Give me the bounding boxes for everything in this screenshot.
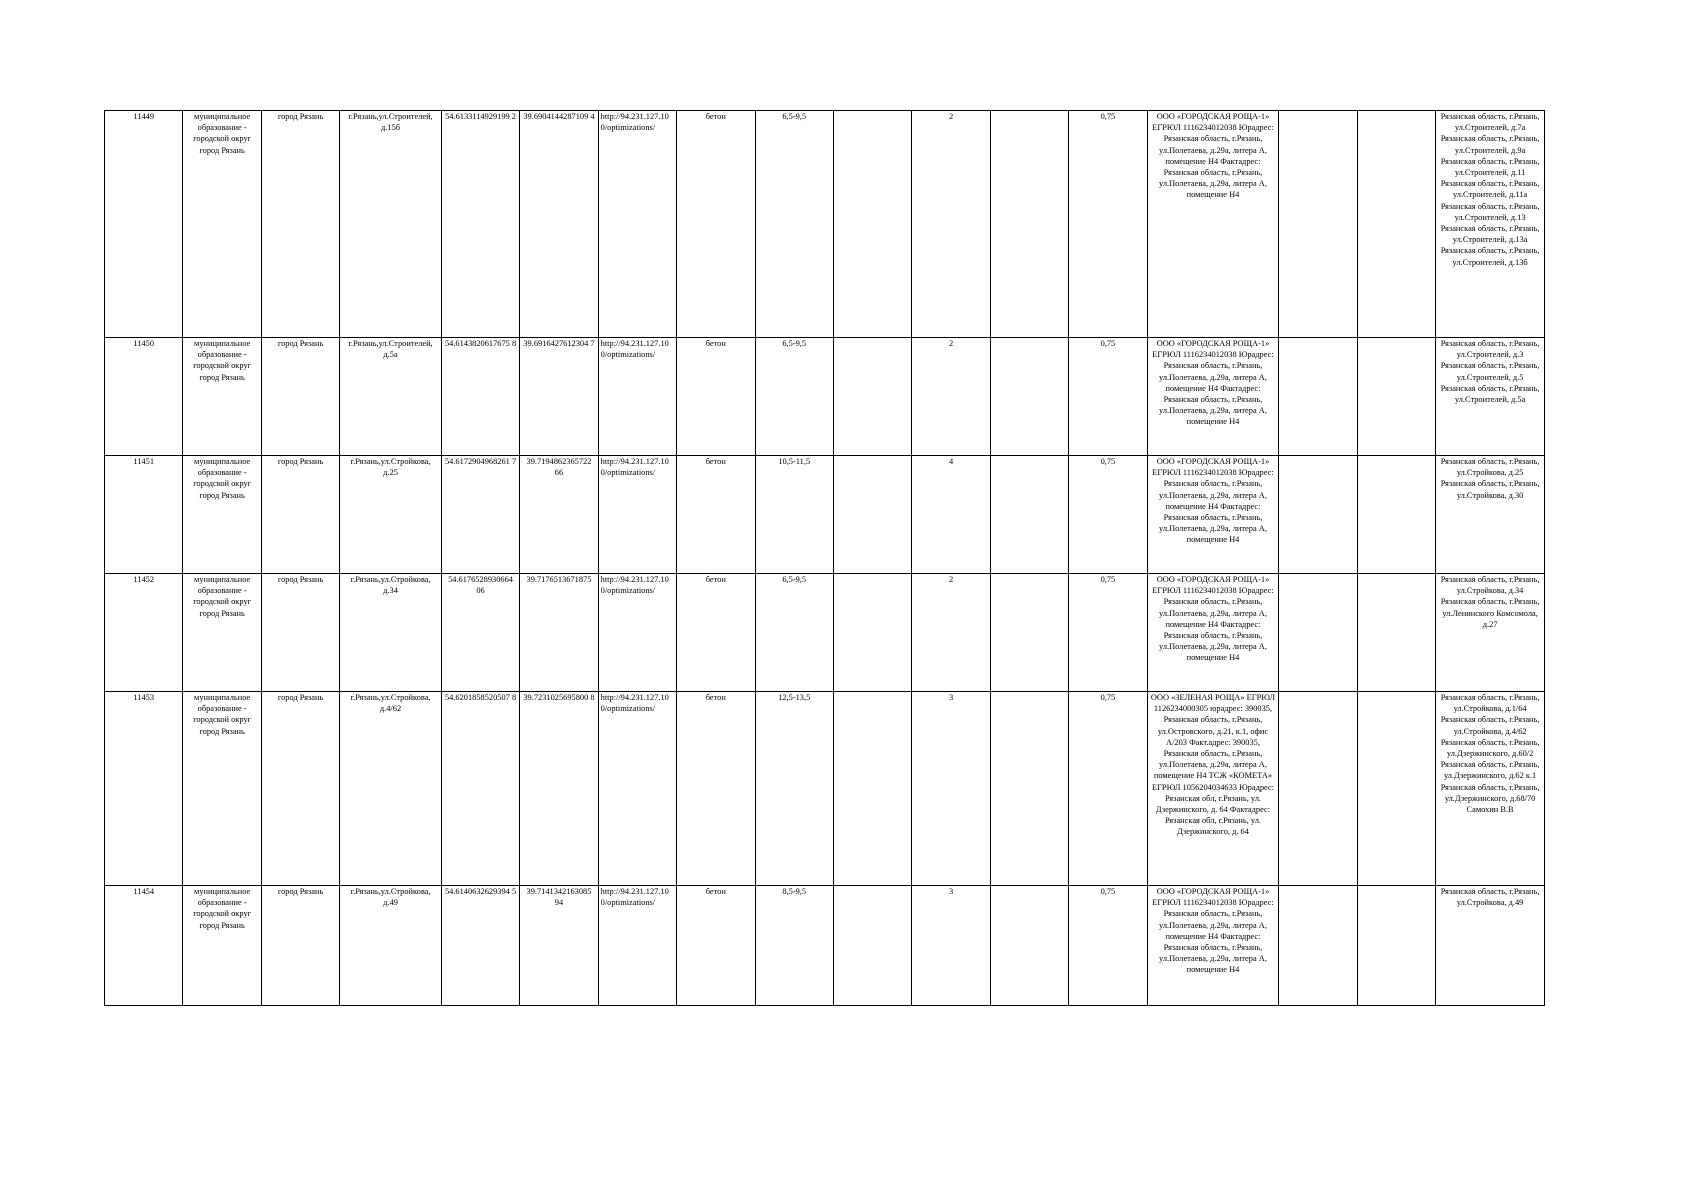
cell-volume: 0,75 [1069, 574, 1147, 692]
cell-surface: бетон [677, 338, 755, 456]
cell-longitude: 39.7141342163085 94 [520, 886, 598, 1006]
cell-volume: 0,75 [1069, 456, 1147, 574]
table-row [105, 111, 1545, 338]
cell-settlement: город Рязань [261, 886, 339, 1006]
cell-containers: 2 [912, 111, 990, 338]
table-row [105, 692, 1545, 886]
cell-operator: ООО «ГОРОДСКАЯ РОЩА-1» ЕГРЮЛ 1116234012038 Юрадрес: Рязанская область, г.Рязань, ул.Полетаева, д.29а, литера А, помещение Н4 Фактадрес: Рязанская область, г.Рязань, ул.Полетаева, д.29а, литера А, помещение Н4 [1147, 456, 1279, 574]
cell-empty [990, 886, 1068, 1006]
cell-empty [833, 338, 911, 456]
cell-area: 6,5-9,5 [755, 574, 833, 692]
cell-surface: бетон [677, 692, 755, 886]
cell-empty [1357, 692, 1435, 886]
table-row [105, 456, 1545, 574]
cell-empty [833, 111, 911, 338]
cell-empty [990, 456, 1068, 574]
cell-municipality: муниципальное образование - городской округ город Рязань [183, 111, 261, 338]
cell-longitude: 39.7176513671875 [520, 574, 598, 692]
registry-table [104, 110, 1545, 1006]
cell-waste-sources: Рязанская область, г.Рязань, ул.Стройкова, д.49 [1436, 886, 1545, 1006]
cell-latitude: 54.6176528930664 06 [441, 574, 519, 692]
cell-area: 10,5-11,5 [755, 456, 833, 574]
cell-containers: 4 [912, 456, 990, 574]
cell-empty [1357, 574, 1435, 692]
cell-latitude: 54.6201858520507 8 [441, 692, 519, 886]
cell-operator: ООО «ГОРОДСКАЯ РОЩА-1» ЕГРЮЛ 1116234012038 Юрадрес: Рязанская область, г.Рязань, ул.Полетаева, д.29а, литера А, помещение Н4 Фактадрес: Рязанская область, г.Рязань, ул.Полетаева, д.29а, литера А, помещение Н4 [1147, 886, 1279, 1006]
cell-empty [833, 574, 911, 692]
cell-id: 11453 [105, 692, 183, 886]
cell-latitude: 54.6133114929199 2 [441, 111, 519, 338]
cell-latitude: 54.6143820617675 8 [441, 338, 519, 456]
cell-empty [1357, 886, 1435, 1006]
cell-id: 11454 [105, 886, 183, 1006]
cell-id: 11450 [105, 338, 183, 456]
cell-longitude: 39.7231025695800 8 [520, 692, 598, 886]
cell-id: 11452 [105, 574, 183, 692]
cell-link: http://94.231.127.10 0/optimizations/ [598, 692, 676, 886]
cell-settlement: город Рязань [261, 111, 339, 338]
cell-empty [1279, 886, 1357, 1006]
cell-municipality: муниципальное образование - городской округ город Рязань [183, 886, 261, 1006]
cell-settlement: город Рязань [261, 456, 339, 574]
cell-operator: ООО «ГОРОДСКАЯ РОЩА-1» ЕГРЮЛ 1116234012038 Юрадрес: Рязанская область, г.Рязань, ул.Полетаева, д.29а, литера А, помещение Н4 Фактадрес: Рязанская область, г.Рязань, ул.Полетаева, д.29а, литера А, помещение Н4 [1147, 574, 1279, 692]
cell-empty [833, 456, 911, 574]
table-body [105, 111, 1545, 1006]
cell-address: г.Рязань,ул.Стройкова, д.34 [340, 574, 442, 692]
cell-empty [833, 886, 911, 1006]
cell-operator: ООО «ГОРОДСКАЯ РОЩА-1» ЕГРЮЛ 1116234012038 Юрадрес: Рязанская область, г.Рязань, ул.Полетаева, д.29а, литера А, помещение Н4 Фактадрес: Рязанская область, г.Рязань, ул.Полетаева, д.29а, литера А, помещение Н4 [1147, 111, 1279, 338]
cell-longitude: 39.6904144287109 4 [520, 111, 598, 338]
cell-empty [1357, 111, 1435, 338]
cell-empty [990, 574, 1068, 692]
cell-latitude: 54.6172904968261 7 [441, 456, 519, 574]
cell-surface: бетон [677, 456, 755, 574]
cell-empty [1357, 338, 1435, 456]
cell-operator: ООО «ГОРОДСКАЯ РОЩА-1» ЕГРЮЛ 1116234012038 Юрадрес: Рязанская область, г.Рязань, ул.Полетаева, д.29а, литера А, помещение Н4 Фактадрес: Рязанская область, г.Рязань, ул.Полетаева, д.29а, литера А, помещение Н4 [1147, 338, 1279, 456]
cell-address: г.Рязань,ул.Строителей, д.5а [340, 338, 442, 456]
cell-area: 6,5-9,5 [755, 111, 833, 338]
cell-empty [1357, 456, 1435, 574]
cell-waste-sources: Рязанская область, г.Рязань, ул.Строителей, д.3 Рязанская область, г.Рязань, ул.Строителей, д.5 Рязанская область, г.Рязань, ул.Строителей, д.5а [1436, 338, 1545, 456]
cell-address: г.Рязань,ул.Стройкова, д.4/62 [340, 692, 442, 886]
cell-link: http://94.231.127.10 0/optimizations/ [598, 338, 676, 456]
cell-link: http://94.231.127.10 0/optimizations/ [598, 574, 676, 692]
cell-empty [1279, 574, 1357, 692]
cell-containers: 2 [912, 574, 990, 692]
cell-longitude: 39.7194862365722 66 [520, 456, 598, 574]
cell-waste-sources: Рязанская область, г.Рязань, ул.Стройкова, д.34 Рязанская область, г.Рязань, ул.Ленинского Комсомола, д.27 [1436, 574, 1545, 692]
cell-area: 12,5-13,5 [755, 692, 833, 886]
cell-address: г.Рязань,ул.Строителей, д.15б [340, 111, 442, 338]
cell-link: http://94.231.127.10 0/optimizations/ [598, 111, 676, 338]
cell-address: г.Рязань,ул.Стройкова, д.49 [340, 886, 442, 1006]
cell-longitude: 39.6916427612304 7 [520, 338, 598, 456]
cell-empty [990, 338, 1068, 456]
table-row [105, 338, 1545, 456]
cell-settlement: город Рязань [261, 692, 339, 886]
cell-municipality: муниципальное образование - городской округ город Рязань [183, 456, 261, 574]
cell-waste-sources: Рязанская область, г.Рязань, ул.Стройкова, д.25 Рязанская область, г.Рязань, ул.Стройкова, д.30 [1436, 456, 1545, 574]
cell-link: http://94.231.127.10 0/optimizations/ [598, 456, 676, 574]
cell-volume: 0,75 [1069, 338, 1147, 456]
cell-empty [1279, 111, 1357, 338]
cell-containers: 3 [912, 692, 990, 886]
cell-settlement: город Рязань [261, 338, 339, 456]
cell-waste-sources: Рязанская область, г.Рязань, ул.Стройкова, д.1/64 Рязанская область, г.Рязань, ул.Стройкова, д.4/62 Рязанская область, г.Рязань, ул.Дзержинского, д.60/2 Рязанская область, г.Рязань, ул.Дзержинского, д.62 к.1 Рязанская область, г.Рязань, ул.Дзержинского, д.68/70 Самохин В.В [1436, 692, 1545, 886]
cell-empty [1279, 456, 1357, 574]
cell-area: 8,5-9,5 [755, 886, 833, 1006]
cell-surface: бетон [677, 111, 755, 338]
table-row [105, 886, 1545, 1006]
cell-waste-sources: Рязанская область, г.Рязань, ул.Строителей, д.7а Рязанская область, г.Рязань, ул.Строителей, д.9а Рязанская область, г.Рязань, ул.Строителей, д.11 Рязанская область, г.Рязань, ул.Строителей, д.11а Рязанская область, г.Рязань, ул.Строителей, д.13 Рязанская область, г.Рязань, ул.Строителей, д.13а Рязанская область, г.Рязань, ул.Строителей, д.13б [1436, 111, 1545, 338]
cell-surface: бетон [677, 574, 755, 692]
cell-surface: бетон [677, 886, 755, 1006]
cell-municipality: муниципальное образование - городской округ город Рязань [183, 692, 261, 886]
cell-empty [990, 692, 1068, 886]
cell-area: 6,5-9,5 [755, 338, 833, 456]
cell-volume: 0,75 [1069, 111, 1147, 338]
cell-empty [833, 692, 911, 886]
cell-volume: 0,75 [1069, 692, 1147, 886]
cell-latitude: 54.6140632629394 5 [441, 886, 519, 1006]
cell-address: г.Рязань,ул.Стройкова, д.25 [340, 456, 442, 574]
cell-volume: 0,75 [1069, 886, 1147, 1006]
cell-municipality: муниципальное образование - городской округ город Рязань [183, 338, 261, 456]
table-row [105, 574, 1545, 692]
cell-id: 11451 [105, 456, 183, 574]
cell-empty [990, 111, 1068, 338]
cell-operator: ООО «ЗЕЛЕНАЯ РОЩА» ЕГРЮЛ 1126234000305 юрадрес: 390035, Рязанская область, г.Рязань, ул.Островского, д.21, к.1, офис А/203 Факт.адрес: 390035, Рязанская область, г.Рязань, ул.Полетаева, д.29а, литера А, помещение Н4 ТСЖ «КОМЕТА» ЕГРЮЛ 1056204034633 Юрадрес: Рязанская обл, г.Рязань, ул. Дзержинского, д. 64 Фактадрес: Рязанская обл, г.Рязань, ул. Дзержинского, д. 64 [1147, 692, 1279, 886]
cell-id: 11449 [105, 111, 183, 338]
cell-settlement: город Рязань [261, 574, 339, 692]
cell-containers: 3 [912, 886, 990, 1006]
cell-containers: 2 [912, 338, 990, 456]
cell-municipality: муниципальное образование - городской округ город Рязань [183, 574, 261, 692]
cell-link: http://94.231.127.10 0/optimizations/ [598, 886, 676, 1006]
cell-empty [1279, 338, 1357, 456]
cell-empty [1279, 692, 1357, 886]
